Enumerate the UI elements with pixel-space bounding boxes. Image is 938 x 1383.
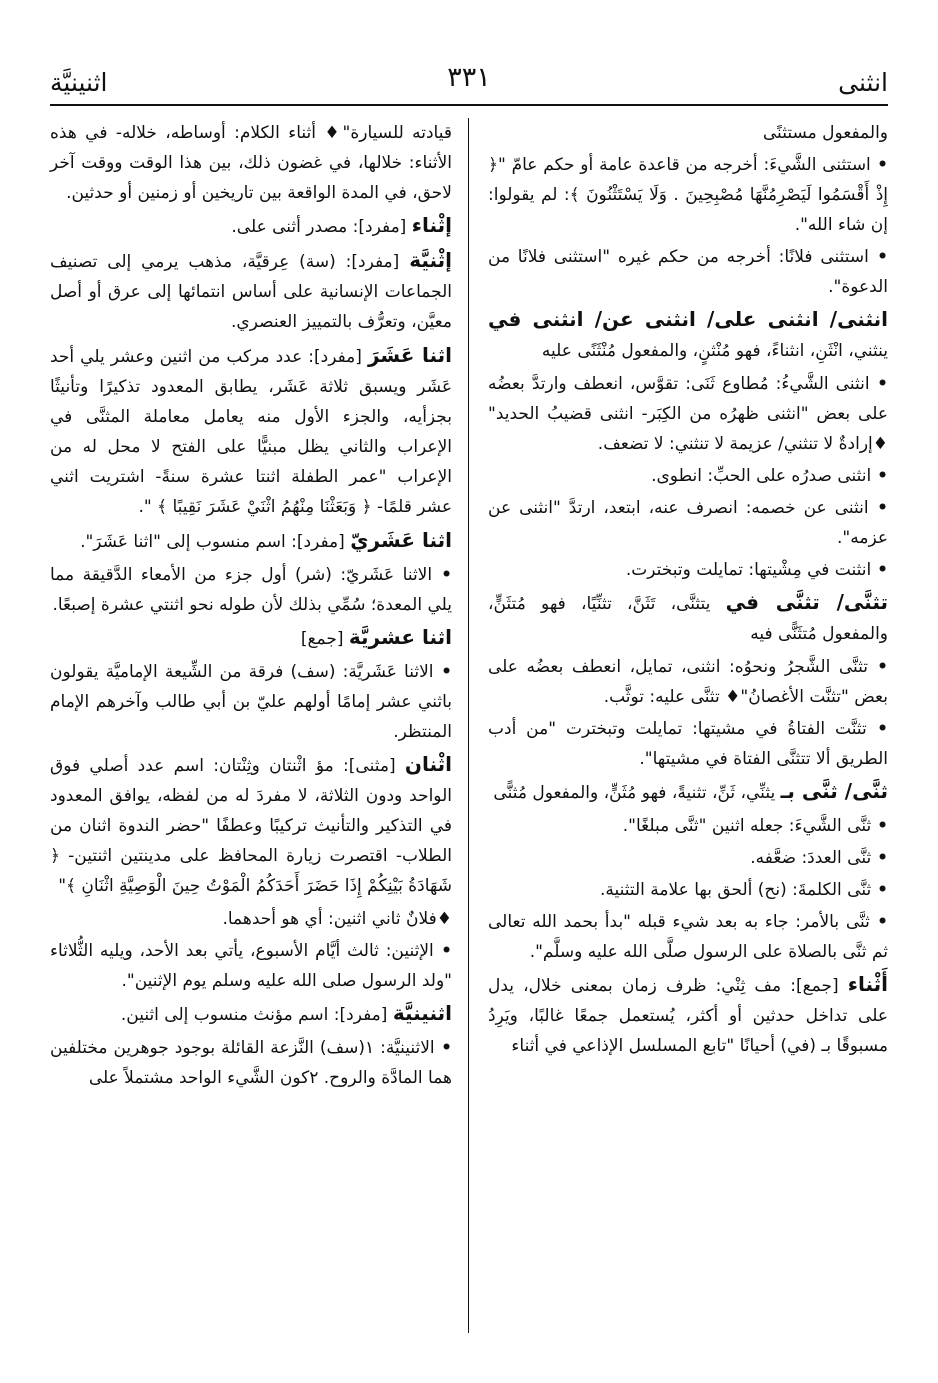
entry-definition: [مفرد]: مصدر أثنى على. (231, 217, 407, 237)
entry-headword: إثْنيَّة (409, 248, 453, 272)
sense-text: استثنى فلانًا: أخرجه من حكم غيره "استثنى فلانًا من الدعوة". (488, 247, 888, 297)
entry-sense (488, 461, 888, 491)
entry-sense (488, 907, 888, 967)
entry-definition: [جمع] (300, 629, 344, 649)
entry-sense (50, 560, 452, 620)
bullet-icon: • (433, 662, 452, 682)
entry-headword: إثْناء (411, 213, 452, 237)
entry-definition: [مفرد]: اسم مؤنث منسوب إلى اثنين. (120, 1005, 388, 1025)
sense-text: تثنَّى الشَّجرُ ونحوُه: انثنى، تمايل، انعطف بعضُه على بعض "تثنَّت الأغصانُ"♦ تثنَّى عليه: توثَّب. (488, 657, 888, 707)
entry-sense (488, 493, 888, 553)
entry-definition: [جمع]: مف ثِنْي: ظرف زمان بمعنى خلال، يدل على تداخل حدثين أو أكثر، يُستعمل جمعًا غالبًا، ويَرِدُ مسبوقًا بـ (في) أحيانًا "تابع المسلسل الإذاعي في أثناء (488, 976, 888, 1056)
entry-definition: [مفرد]: (سة) عِرقيَّة، مذهب يرمي إلى تصنيف الجماعات الإنسانية على أساس انتمائها إلى عرق أو أصل معيَّن، وتعرُّف بالتمييز العنصري. (50, 252, 452, 332)
dictionary-entry (50, 210, 452, 242)
bullet-icon: • (868, 498, 888, 518)
entry-headword: انثنى/ انثنى على/ انثنى عن/ انثنى في (488, 307, 888, 331)
entry-definition: [مثنى]: مؤ اثْنتان وثِنْتان: اسم عدد أصلي فوق الواحد ودون الثلاثة، لا مفردَ له من لفظه، يوافق المعدود في التذكير والتأنيث تركيبًا وعطفًا "حضر الندوة اثنان من الطلاب- اقتصرت زيارة المحافظ على مدينتين اثنتين- ﴿ شَهَادَةُ بَيْنِكُمْ إِذَا حَضَرَ أَحَدَكُمُ الْمَوْتُ حِينَ الْوَصِيَّةِ اثْنَانِ ﴾" (50, 756, 452, 896)
entry-headword: أَثْناء (847, 972, 888, 996)
bullet-icon: • (432, 565, 452, 585)
entry-headword: تثنَّى/ تثنَّى في (725, 590, 888, 614)
entry-headword: ثنَّى/ ثنَّى بـ (780, 779, 888, 803)
bullet-icon: • (870, 155, 888, 175)
running-head-right: انثنى (838, 68, 888, 97)
entry-sense (50, 936, 452, 996)
dictionary-entry (50, 245, 452, 337)
header-rule (50, 104, 888, 106)
continuation-text: قيادته للسيارة"♦ أثناء الكلام: أوساطه، خلاله- في هذه الأثناء: خلالها، في غضون ذلك، بين هذا الوقت ووقت آخر لاحق، في المدة الواقعة بين تاريخين أو زمنين أو حدثين. (50, 123, 452, 203)
dictionary-entry (50, 998, 452, 1030)
entry-definition: يثنِّي، ثَنِّ، تثنيةً، فهو مُثَنٍّ، والمفعول مُثنًّى (493, 783, 776, 803)
dictionary-entry (50, 749, 452, 901)
dictionary-entry (488, 776, 888, 808)
continuation-text: والمفعول مستثنًى (762, 123, 888, 143)
sense-text: انثنى عن خصمه: انصرف عنه، ابتعد، ارتدَّ "انثنى عن عزمه". (488, 498, 888, 548)
entry-headword: اثنا عَشَرَ (367, 343, 453, 367)
entry-sense (488, 843, 888, 873)
bullet-icon: • (869, 912, 888, 932)
entry-sense (488, 555, 888, 585)
sense-text: انثنت في مِشْيتها: تمايلت وتبخترت. (625, 560, 872, 580)
bullet-icon: • (871, 560, 888, 580)
entry-sense (488, 714, 888, 774)
entry-definition: [مفرد]: اسم منسوب إلى "اثنا عَشَرَ". (80, 532, 345, 552)
sense-text: تثنَّت الفتاةُ في مشيتها: تمايلت وتبخترت "من أدب الطريق ألا تتثنَّى الفتاة في مشيتها". (488, 719, 888, 769)
entry-headword: اثنا عَشَريّ (350, 528, 452, 552)
entry-sense (50, 657, 452, 747)
entry-sense (488, 369, 888, 459)
bullet-icon: • (871, 466, 888, 486)
bullet-icon: • (434, 1038, 452, 1058)
sense-text: ثنَّى الشَّيءَ: جعله اثنين "ثنَّى مبلغًا". (622, 816, 872, 836)
entry-sense (488, 242, 888, 302)
entry-headword: اثنينيَّة (392, 1001, 452, 1025)
sense-text: استثنى الشَّيءَ: أخرجه من قاعدة عامة أو حكم عامّ "﴿ إِذْ أَقْسَمُوا لَيَصْرِمُنَّهَا مُصْبِحِينَ . وَلَا يَسْتَثْنُونَ ﴾: لم يقولوا: إن شاء الله". (488, 155, 888, 235)
page-header (50, 62, 888, 100)
dictionary-entry (488, 304, 888, 366)
sense-text: الإثنين: ثالث أيَّام الأسبوع، يأتي بعد الأحد، ويليه الثُّلاثاء "ولد الرسول صلى الله عليه وسلم يوم الإثنين". (50, 941, 452, 991)
entry-definition: ينثني، انْثَنِ، انثناءً، فهو مُنْثنٍ، والمفعول مُنْثَنًى عليه (541, 341, 888, 361)
sense-text: ثنَّى العددَ: ضعَّفه. (750, 848, 872, 868)
page-number: ٣٣١ (447, 62, 491, 93)
sense-text: الاثنا عَشَريَّة: (سف) فرقة من الشِّيعة الإماميَّة يقولون باثني عشر إمامًا أولهم عليّ بن أبي طالب وآخرهم الإمام المنتظر. (50, 662, 452, 742)
dictionary-entry (50, 525, 452, 557)
bullet-icon: • (869, 374, 888, 394)
entry-sense (488, 150, 888, 240)
bullet-icon: • (868, 657, 888, 677)
entry-headword: اثنا عشريَّة (348, 625, 452, 649)
entry-sense (488, 811, 888, 841)
bullet-icon: • (871, 816, 888, 836)
sense-text: الاثنا عَشَريّ: (شر) أول جزء من الأمعاء الدَّقيقة مما يلي المعدة؛ سُمِّي بذلك لأن طوله نحو اثنتي عشرة إصبعًا. (50, 565, 452, 615)
sense-text: ثنَّى بالأمر: جاء به بعد شيء قبله "بدأ بحمد الله تعالى ثم ثنَّى بالصلاة على الرسول صلَّى الله عليه وسلَّم". (488, 912, 888, 962)
entry-sense (488, 652, 888, 712)
entry-headword: اثْنان (404, 752, 453, 776)
running-head-left: اثنينيَّة (50, 68, 108, 97)
right-column (488, 118, 888, 1064)
bullet-icon: • (433, 941, 452, 961)
sense-text: انثنى صدرُه على الحبِّ: انطوى. (651, 466, 872, 486)
dictionary-entry (50, 340, 452, 522)
entry-sense (488, 875, 888, 905)
sense-text: انثنى الشَّيءُ: مُطاوع ثَنَى: تقوَّس، انعطف وارتدَّ بعضُه على بعض "انثنى ظهرُه من الكِبَر- انثنى قضيبُ الحديد" ♦إرادةٌ لا تنثني/ عزيمة لا تنثني: لا تضعف. (488, 374, 888, 454)
bullet-icon: • (868, 247, 888, 267)
entry-definition: [مفرد]: عدد مركب من اثنين وعشر يلي أحد عَشَر ويسبق ثلاثة عَشَر، يطابق المعدود تذكيرًا وتأنيثًا بجزأيه، والجزء الأول منه يعامل معاملة المثنَّى في الإعراب والثاني يظل مبنيًّا على الفتح لا محل له من الإعراب "عمر الطفلة اثنتا عشرة سنةً- اشتريت اثني عشر قلمًا- ﴿ وَبَعَثْنَا مِنْهُمُ اثْنَيْ عَشَرَ نَقِيبًا ﴾ ". (50, 347, 452, 517)
entry-sense (50, 1033, 452, 1093)
bullet-icon: • (871, 880, 888, 900)
sense-text: ثنَّى الكلمةَ: (نح) ألحق بها علامة التثنية. (599, 880, 872, 900)
sense-text: الاثنينيَّة: ١(سف) النَّزعة القائلة بوجود جوهرين مختلفين هما المادَّة والروح. ٢كون الشَّيء الواحد مشتملاً على (50, 1038, 452, 1088)
entry-definition: يتثنَّى، تَثَنَّ، تثنِّيًا، فهو مُتثَنٍّ، والمفعول مُتثَنًّى فيه (488, 594, 888, 644)
bullet-icon: • (866, 719, 888, 739)
continuation-text: ♦فلانٌ ثاني اثنين: أي هو أحدهما. (222, 909, 452, 929)
dictionary-entry (488, 969, 888, 1061)
dictionary-entry (488, 587, 888, 649)
left-column (50, 118, 452, 1095)
bullet-icon: • (871, 848, 888, 868)
dictionary-entry (50, 622, 452, 654)
column-divider (468, 118, 469, 1333)
